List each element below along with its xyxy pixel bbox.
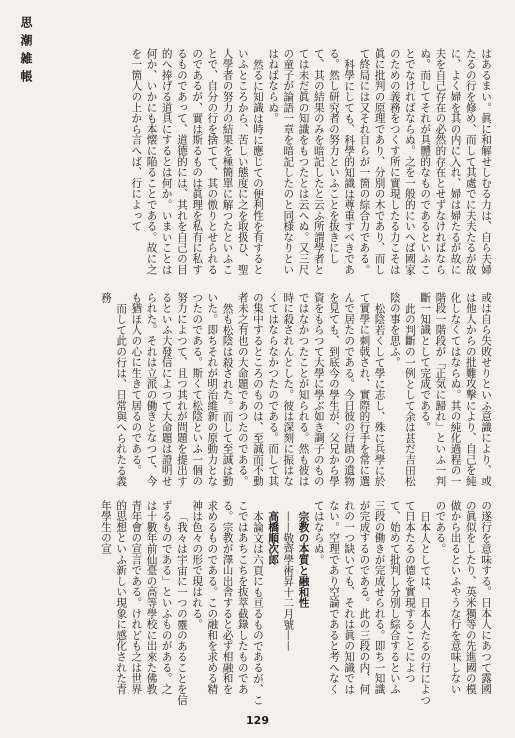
paragraph: 「我々は宇宙に一つの靈のあることを信ずるものである」といふものがある。之は十數年前仙臺の高等學校に出來た佛教青年會の宣言である。けれども之は世界的思想といふ新しい現象に感化された青年學生の宣 <box>99 500 188 705</box>
paragraph: 本論文は六頁にも亘るものであるが、ここではあちこちを抜萃截錄したものである。宗教が澤山出舎すると必ず相融和を求めるものである。この融和を求める精神は色々の形で現はれる。 <box>191 500 264 705</box>
paragraph: 而して此の行は、日常與へられたる義務 <box>99 292 128 487</box>
section-title: 宗教の本質と融和性 <box>297 510 310 608</box>
text-block-upper <box>38 48 493 278</box>
paragraph: 或は自ら失敗せりといふ意識により、或は他人からの批難攻撃により、自己を純化しなくてはならぬ。其の純化過程の一階段一階段が「正気に歸れ」といふ一判斷一知識として完成である。 <box>419 292 492 487</box>
paragraph: 此の判斷の一例として余は甚だ吉田松陰の事を思ふ。 <box>388 292 416 487</box>
text-block-lower <box>38 500 493 705</box>
text-block-middle <box>38 292 493 488</box>
paragraph: の遂行を意味する。日本人にあつて露國の眞似をしたり、英米獨等の先進國の模做から出るといふやうな行を意味しないのである。 <box>434 500 492 695</box>
section-subtitle: ——敬齊學術昇十二月號—— <box>282 510 295 651</box>
paragraph: はあるまい。眞に和解せしむる力は、自ら夫婦たるの行を修め、而して其處でに夫夫たるが故に、よく婦を其の内に入れ、婦は婦たるが故に夫を自己存在の必然的存在とせずなければならぬ。而してそれが具體的なものであるといふことでなければならぬ。之を一般的にいへば國家のための義務をつくす所に實現したる力こそは眞に批判の原理であり、分別の木であり、而して終局には又それ自らが一箇の綜合力である。 <box>358 48 492 275</box>
paragraph: 科學にしても、科學的知識は尊重すべきである。然し研究者の努力といふことを抜きにして、其の結果のみを暗記したと云ふ所謂學者とては未だ眞の知識をもつたとは云へぬ。又三尺の童子が論語一章を暗記したのと同様なりといはねばならぬ。 <box>267 48 356 275</box>
paragraph: 松陰若くして學に志し、殊に兵學に於て實學に刺戟され、實際的行手を常に選んで居たのである。今日彼の行蹟の遺物を見ても、到底今の學生が、父兄から學資をもらつて大學に學ぶ如き調子のものではなかつたことが知られる。然も彼は時に殺されんとした。彼は深刻に振はなくてはならなかつたのである。而して其の集中するところのものは、至誠而不動者未之有也の大命題であつたのである。 <box>236 292 386 487</box>
paragraph: 然も松陰は殺された。而して至誠は動いた。即ちそれが明治維新の原動力となつたのである。斯くて松陰といふ一個の努力によつて、且つ其れが問題を提出するといふ大發信によつて大命題は證明せられた。それは立派の働きとなつて、今も猶ほ人の心に生きて居るのである。 <box>130 292 234 487</box>
paragraph: 日本人としては、日本人たるの行によつて日本たるの德を實現することによつて、始めて批判し分別し綜合するといふ三段の働きが完成せられる。即ち一知識が完成するのである。此の三段の内、何れの一つ缺いても、それは眞の知識ではない。空理であり空論であると考へなくてはならぬ。 <box>312 500 432 705</box>
page-number: 129 <box>246 714 269 727</box>
section-author: 高橋順次郎 <box>267 510 280 565</box>
running-head: 思潮雑帳 <box>19 16 33 88</box>
paragraph: 然るに知識は時に應じての便利性を有するといふところから、苦しい態度に之を取扱ひ、聖人學者の努力の結果を極簡單に解つたといふことで、自分の行を捨てて、其の傲りとせられるのであるが、實は斯るものは眞理を私有に私するものであって、道德的には、其れを自己の目的へ捧げる道具にするとは何か。いまいことは何か、いかにも本懐に陥ることである。故に之を一箇人の上から言へば、行によって <box>130 48 264 275</box>
